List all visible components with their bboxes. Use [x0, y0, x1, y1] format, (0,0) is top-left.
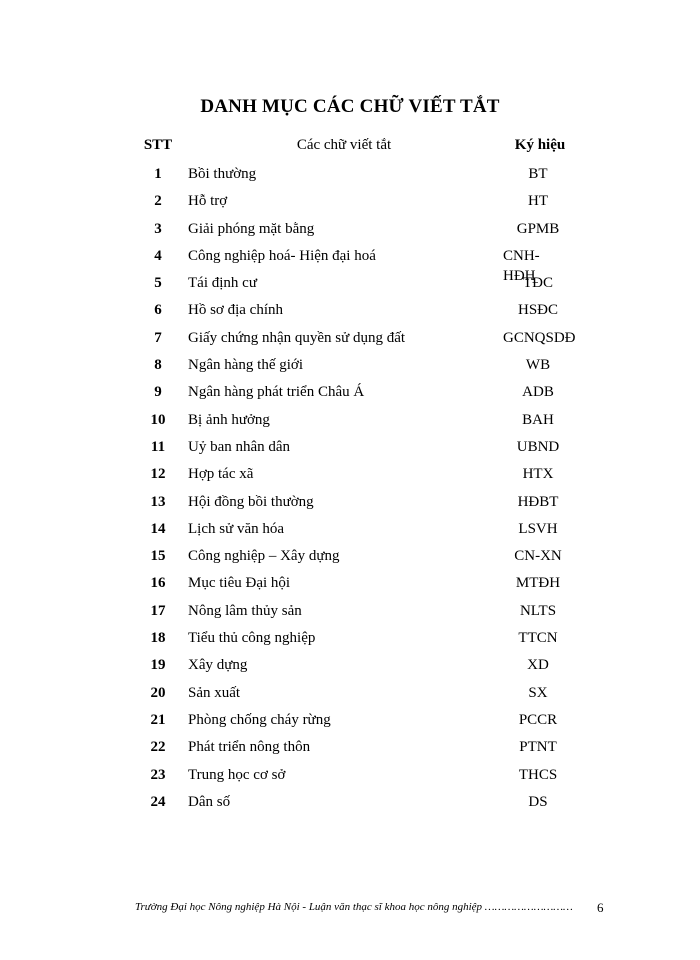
row-term: Uỷ ban nhân dân: [188, 438, 291, 455]
row-number: 15: [150, 548, 166, 565]
row-number: 24: [150, 793, 166, 810]
table-row: [0, 492, 700, 519]
table-row: [0, 546, 700, 573]
row-term: Tái định cư: [188, 275, 257, 292]
table-row: [0, 683, 700, 710]
row-number: 7: [154, 329, 162, 346]
row-term: Ngân hàng phát triển Châu Á: [188, 384, 365, 401]
row-symbol: HSĐC: [517, 302, 558, 319]
row-term: Hợp tác xã: [188, 466, 254, 483]
table-row: [0, 710, 700, 737]
row-symbol: TTCN: [518, 630, 558, 647]
row-number: 12: [150, 466, 166, 483]
row-number: 4: [154, 247, 162, 264]
row-term: Phát triển nông thôn: [188, 739, 311, 756]
row-number: 11: [150, 438, 166, 455]
row-term: Lịch sử văn hóa: [188, 520, 285, 537]
row-term: Dân số: [188, 793, 231, 810]
page-footer: [0, 901, 700, 921]
row-number: 1: [154, 166, 162, 182]
table-row: [0, 300, 700, 327]
row-symbol: XD: [527, 657, 549, 674]
table-row: [0, 765, 700, 792]
row-number: 3: [154, 220, 162, 237]
row-symbol: WB: [525, 357, 551, 374]
row-number: 13: [150, 493, 166, 510]
row-symbol: BT: [528, 166, 548, 182]
row-symbol: HTX: [522, 466, 554, 483]
row-term: Hồ sơ địa chính: [188, 302, 284, 319]
table-row: [0, 328, 700, 355]
row-term: Hội đồng bồi thường: [188, 493, 314, 510]
row-term: Ngân hàng thế giới: [188, 357, 303, 374]
row-symbol: SX: [528, 684, 548, 701]
page-number: 6: [597, 900, 604, 915]
row-term: Xây dựng: [188, 657, 248, 674]
row-term: Tiểu thủ công nghiệp: [188, 630, 316, 647]
row-symbol: THCS: [518, 766, 558, 783]
row-term: Công nghiệp hoá- Hiện đại hoá: [188, 247, 376, 264]
page-title: DANH MỤC CÁC CHỮ VIẾT TẮT: [200, 96, 500, 117]
row-number: 2: [154, 193, 162, 210]
row-symbol: UBND: [516, 438, 560, 455]
row-number: 22: [150, 739, 166, 756]
abbreviation-table: [0, 164, 700, 819]
row-symbol: HĐBT: [517, 493, 559, 510]
table-row: [0, 273, 700, 300]
row-symbol: LSVH: [518, 520, 558, 537]
row-number: 17: [150, 602, 166, 619]
row-symbol: GPMB: [516, 220, 560, 237]
row-symbol: ADB: [522, 384, 554, 401]
row-number: 6: [154, 302, 162, 319]
row-symbol: NLTS: [519, 602, 557, 619]
row-symbol: CN-XN: [514, 548, 562, 565]
table-row: [0, 355, 700, 382]
row-number: 5: [154, 275, 162, 292]
row-symbol: CNH-HĐH: [503, 247, 540, 284]
table-row: [0, 792, 700, 819]
row-number: 19: [150, 657, 166, 674]
row-symbol: DS: [528, 793, 548, 810]
table-header: [0, 137, 700, 157]
row-term: Phòng chống cháy rừng: [188, 711, 331, 728]
table-row: [0, 655, 700, 682]
row-term: Giải phóng mặt bằng: [188, 220, 315, 237]
table-row: [0, 382, 700, 409]
table-row: [0, 191, 700, 218]
row-symbol: PTNT: [519, 739, 557, 756]
table-row: [0, 601, 700, 628]
table-row: [0, 464, 700, 491]
row-term: Giấy chứng nhận quyền sử dụng đất: [188, 329, 406, 346]
row-term: Trung học cơ sở: [188, 766, 286, 783]
row-number: 10: [150, 411, 166, 428]
row-symbol: HT: [528, 193, 548, 210]
row-symbol: PCCR: [518, 711, 558, 728]
table-row: [0, 628, 700, 655]
header-stt: STT: [143, 137, 173, 153]
row-number: 18: [150, 630, 166, 647]
table-row: [0, 573, 700, 600]
row-term: Nông lâm thủy sản: [188, 602, 302, 619]
row-term: Sản xuất: [188, 684, 241, 701]
row-term: Hỗ trợ: [188, 193, 228, 210]
row-term: Công nghiệp – Xây dựng: [188, 548, 340, 565]
table-row: [0, 737, 700, 764]
row-term: Bị ảnh hưởng: [188, 411, 270, 428]
row-number: 21: [150, 711, 166, 728]
table-row: [0, 164, 700, 191]
row-term: Bồi thường: [188, 166, 257, 182]
header-symbol: Ký hiệu: [514, 137, 566, 153]
row-number: 14: [150, 520, 166, 537]
row-number: 8: [154, 357, 162, 374]
row-number: 9: [154, 384, 162, 401]
row-symbol: GCNQSDĐ: [503, 329, 576, 346]
row-symbol: TĐC: [523, 275, 553, 292]
header-abbreviations: Các chữ viết tắt: [296, 137, 392, 153]
table-row: [0, 410, 700, 437]
row-number: 23: [150, 766, 166, 783]
row-number: 16: [150, 575, 166, 592]
row-symbol: BAH: [522, 411, 554, 428]
footer-text: Trường Đại học Nông nghiệp Hà Nội - Luận văn thạc sĩ khoa học nông nghiệp ………………………: [135, 901, 573, 913]
row-number: 20: [150, 684, 166, 701]
table-row: [0, 219, 700, 246]
row-term: Mục tiêu Đại hội: [188, 575, 291, 592]
table-row: [0, 519, 700, 546]
table-row: [0, 437, 700, 464]
row-symbol: MTĐH: [515, 575, 561, 592]
